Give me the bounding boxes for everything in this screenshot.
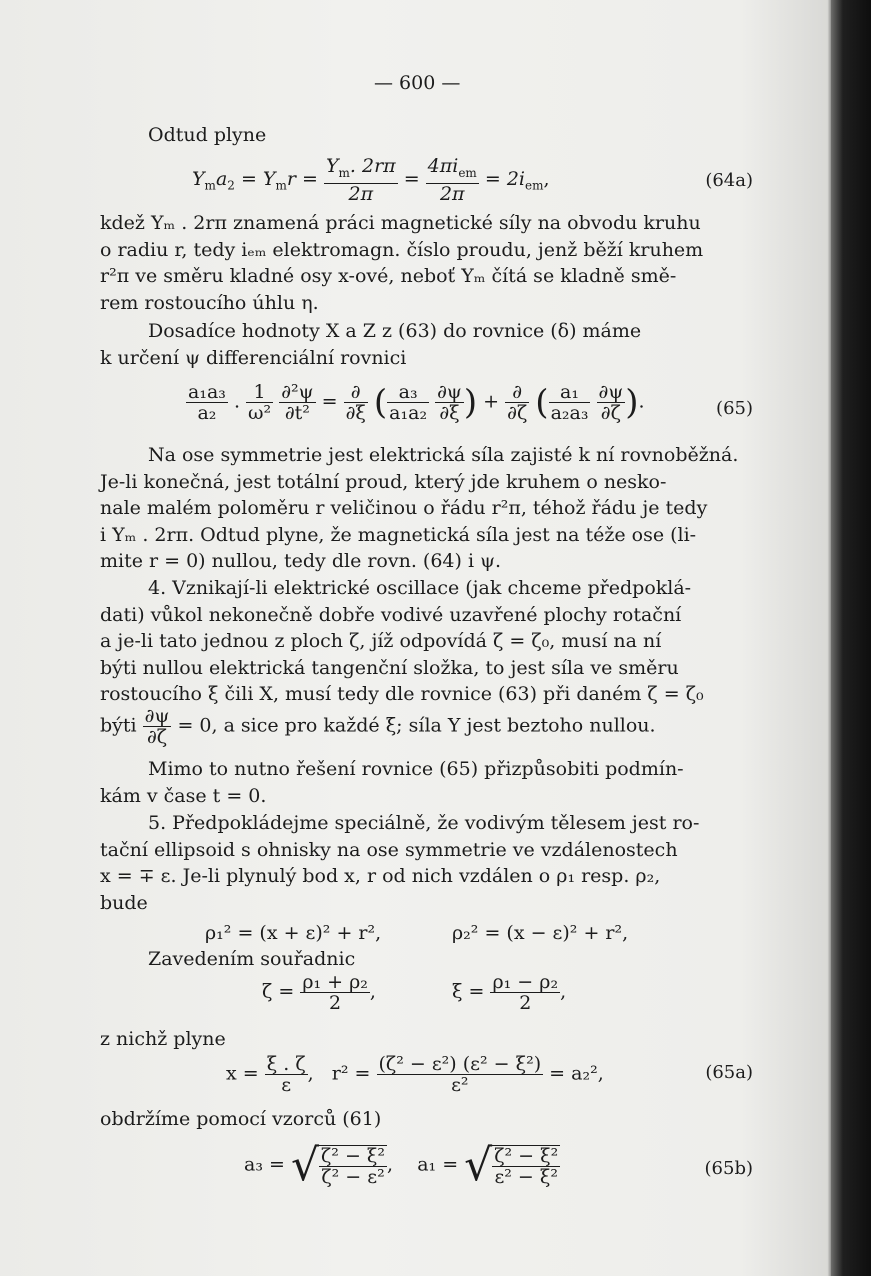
equation-65: $\frac{\text{a₁a₃}}{\text{a₂}}$ . $\frac{1}{\text{ω²}}$ $\frac{\text{∂²ψ}}{\text{∂t²}}$ = $\frac{\partial}{\partial\xi}$ ( $\frac{\text{a₃}}{\text{a₁a₂}}$ $\frac{\partial\psi}{\partial\xi}$ ) + $\frac{\partial}{\partial\zeta}$ ( $\frac{\text{a₁}}{\text{a₂a₃}}$ $\frac{\partial\psi}{\partial\zeta}$ ). <box>188 381 645 424</box>
square-root: √ $\frac{\text{ζ² − ξ²}}{\text{ζ² − ε²}}$ <box>290 1140 385 1191</box>
text-line: Mimo to nutno řešení rovnice (65) přizpůsobiti podmín- <box>148 758 684 780</box>
text-line: k určení ψ differenciální rovnici <box>100 346 407 369</box>
paragraph-6 <box>100 810 752 916</box>
equation-65a: x = $\frac{\xi . \zeta}{\varepsilon}$ , r² = $\frac{\text{(ζ² − ε²) (ε² − ξ²)}}{\text{ε²}}$ = a₂², <box>226 1053 604 1096</box>
text-line: o radiu r, tedy iₑₘ elektromagn. číslo proudu, jenž běží kruhem <box>100 238 704 261</box>
text-line: rostoucího ξ čili X, musí tedy dle rovnice (63) při daném ζ = ζ₀ <box>100 683 704 706</box>
obtain-line: obdržíme pomocí vzorců (61) <box>100 1108 382 1130</box>
text-line: tační ellipsoid s ohnisky na ose symmetrie ve vzdálenostech <box>100 838 678 861</box>
equation-number-65: (65) <box>716 398 753 419</box>
text-line: 4. Vznikají-li elektrické oscillace (jak chceme předpoklá- <box>148 577 692 599</box>
equation-zeta: ζ = $\frac{\text{ρ₁ + ρ₂}}{2}$ , <box>262 971 376 1014</box>
equation-64a: $Y_ma_2 = Y_mr$ = $\frac{Y_m. 2r\pi}{2\pi}$ = $\frac{4\pi i_{em}}{2\pi}$ = $2i_{em}$, <box>192 155 550 205</box>
text-line: Je-li konečná, jest totální proud, který jde kruhem o nesko- <box>100 470 667 493</box>
equation-number-64a: (64a) <box>705 170 753 191</box>
fraction: $\frac{Y_m. 2r\pi}{2\pi}$ <box>325 155 396 205</box>
text-line: Dosadíce hodnoty X a Z z (63) do rovnice (δ) máme <box>148 320 642 342</box>
paragraph-3 <box>100 442 752 575</box>
equation-xi: ξ = $\frac{\text{ρ₁ − ρ₂}}{2}$ , <box>452 971 567 1014</box>
paragraph-2 <box>100 318 752 371</box>
from-line: z nichž plyne <box>100 1028 226 1050</box>
equation-rho-1: ρ₁² = (x + ε)² + r², <box>205 922 382 944</box>
page-edge-shadow <box>831 0 871 1276</box>
coords-line: Zavedením souřadnic <box>148 948 356 970</box>
text-line: 5. Předpokládejme speciálně, že vodivým tělesem jest ro- <box>148 812 700 834</box>
equation-65b: a₃ = √ $\frac{\text{ζ² − ξ²}}{\text{ζ² − ε²}}$ , a₁ = √ $\frac{\text{ζ² − ξ²}}{\text{ε² − ξ²}}$ <box>244 1140 559 1191</box>
square-root: √ $\frac{\text{ζ² − ξ²}}{\text{ε² − ξ²}}$ <box>464 1140 559 1191</box>
text-line: r²π ve směru kladné osy x-ové, neboť Yₘ čítá se kladně smě- <box>100 265 677 288</box>
text-line: nale malém poloměru r veličinou o řádu r²π, téhož řádu je tedy <box>100 497 708 520</box>
text-line: i Yₘ . 2rπ. Odtud plyne, že magnetická síla jest na téže ose (li- <box>100 523 697 546</box>
text-line: a je-li tato jednou z ploch ζ, jíž odpovídá ζ = ζ₀, musí na ní <box>100 630 662 653</box>
text-line: rem rostoucího úhlu η. <box>100 291 319 314</box>
text-line: kdež Yₘ . 2rπ znamená práci magnetické síly na obvodu kruhu <box>100 212 701 234</box>
paragraph-1 <box>100 210 752 316</box>
equation-rho-2: ρ₂² = (x − ε)² + r², <box>452 922 629 944</box>
text-line: x = ∓ ε. Je-li plynulý bod x, r od nich vzdálen o ρ₁ resp. ρ₂, <box>100 865 661 888</box>
equation-number-65a: (65a) <box>705 1062 753 1083</box>
text-line: dati) vůkol nekonečně dobře vodivé uzavřené plochy rotační <box>100 603 682 626</box>
paragraph-4 <box>100 575 752 708</box>
page-number: — 600 — <box>374 72 461 94</box>
text-line: kám v čase t = 0. <box>100 784 267 807</box>
text-line: bude <box>100 891 148 914</box>
fraction: $\frac{4\pi i_{em}}{2\pi}$ <box>427 155 477 205</box>
text-line: mite r = 0) nullou, tedy dle rovn. (64) i ψ. <box>100 550 502 573</box>
text-line: Na ose symmetrie jest elektrická síla zajisté k ní rovnoběžná. <box>148 444 739 466</box>
paragraph-4-last-line: býti $\frac{\partial\psi}{\partial\zeta}$ = 0, a sice pro každé ξ; síla Y jest beztoho nullou. <box>100 705 656 748</box>
paragraph-5 <box>100 756 752 809</box>
intro-line: Odtud plyne <box>148 124 267 146</box>
text-line: býti nullou elektrická tangenční složka, to jest síla ve směru <box>100 656 679 679</box>
equation-number-65b: (65b) <box>704 1158 753 1179</box>
